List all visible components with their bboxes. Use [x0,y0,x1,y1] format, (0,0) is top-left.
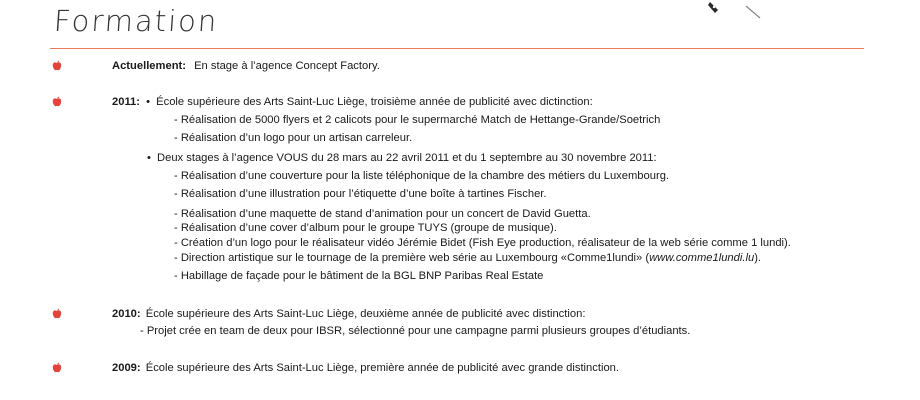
year-2010-label: 2010: [112,308,141,320]
list-item: - Réalisation d’un logo pour un artisan carreleur. [174,132,413,144]
apple-bullet-icon [52,60,62,71]
list-item: - Réalisation d’une cover d’album pour le groupe TUYS (groupe de musique). [174,222,557,234]
section-title: Formation [52,4,220,38]
bullet-dot: • [147,152,151,164]
list-item: - Réalisation de 5000 flyers et 2 calicots pour le supermarché Match de Hettange-Grande/Soetrich [174,114,661,126]
list-item: - Projet crée en team de deux pour IBSR, sélectionné pour une campagne parmi plusieurs groupes d’étudiants. [140,325,691,337]
list-item: - Réalisation d’une maquette de stand d’animation pour un concert de David Guetta. [174,208,591,220]
bullet1-text: École supérieure des Arts Saint-Luc Liège, troisième année de publicité avec dictinction: [156,96,593,108]
year-2011-label: 2011: [112,96,140,108]
list-item: - Direction artistique sur le tournage de la première web série au Luxembourg «Comme1lundi» ( [174,252,650,264]
list-item: - Réalisation d’une illustration pour l’étiquette d’une boîte à tartines Fischer. [174,188,547,200]
list-item: - Création d’un logo pour le réalisateur vidéo Jérémie Bidet (Fish Eye production, réalisateur de la web série comme 1 lundi). [174,237,791,249]
current-label: Actuellement: [112,60,186,72]
current-text: En stage à l’agence Concept Factory. [194,60,380,72]
bullet-dot: • [146,96,151,108]
year-2009-text: École supérieure des Arts Saint-Luc Liège, première année de publicité avec grande distinction. [145,362,620,374]
section-divider [50,48,864,49]
year-2009-label: 2009: [112,362,141,374]
apple-bullet-icon [52,96,62,107]
bullet2-text: Deux stages à l’agence VOUS du 28 mars au 22 avril 2011 et du 1 septembre au 30 novembre 2011: [157,152,657,164]
year-2010-text: École supérieure des Arts Saint-Luc Liège, deuxième année de publicité avec distinction: [145,308,586,320]
list-item: - Réalisation d’une couverture pour la liste téléphonique de la chambre des métiers du Luxembourg. [174,170,670,182]
web-link[interactable]: www.comme1lundi.lu [649,252,755,264]
decorative-pen-icon [706,0,766,22]
link-suffix: ). [754,252,762,264]
apple-bullet-icon [52,308,62,319]
apple-bullet-icon [52,362,62,373]
list-item: - Habillage de façade pour le bâtiment de la BGL BNP Paribas Real Estate [174,270,544,282]
